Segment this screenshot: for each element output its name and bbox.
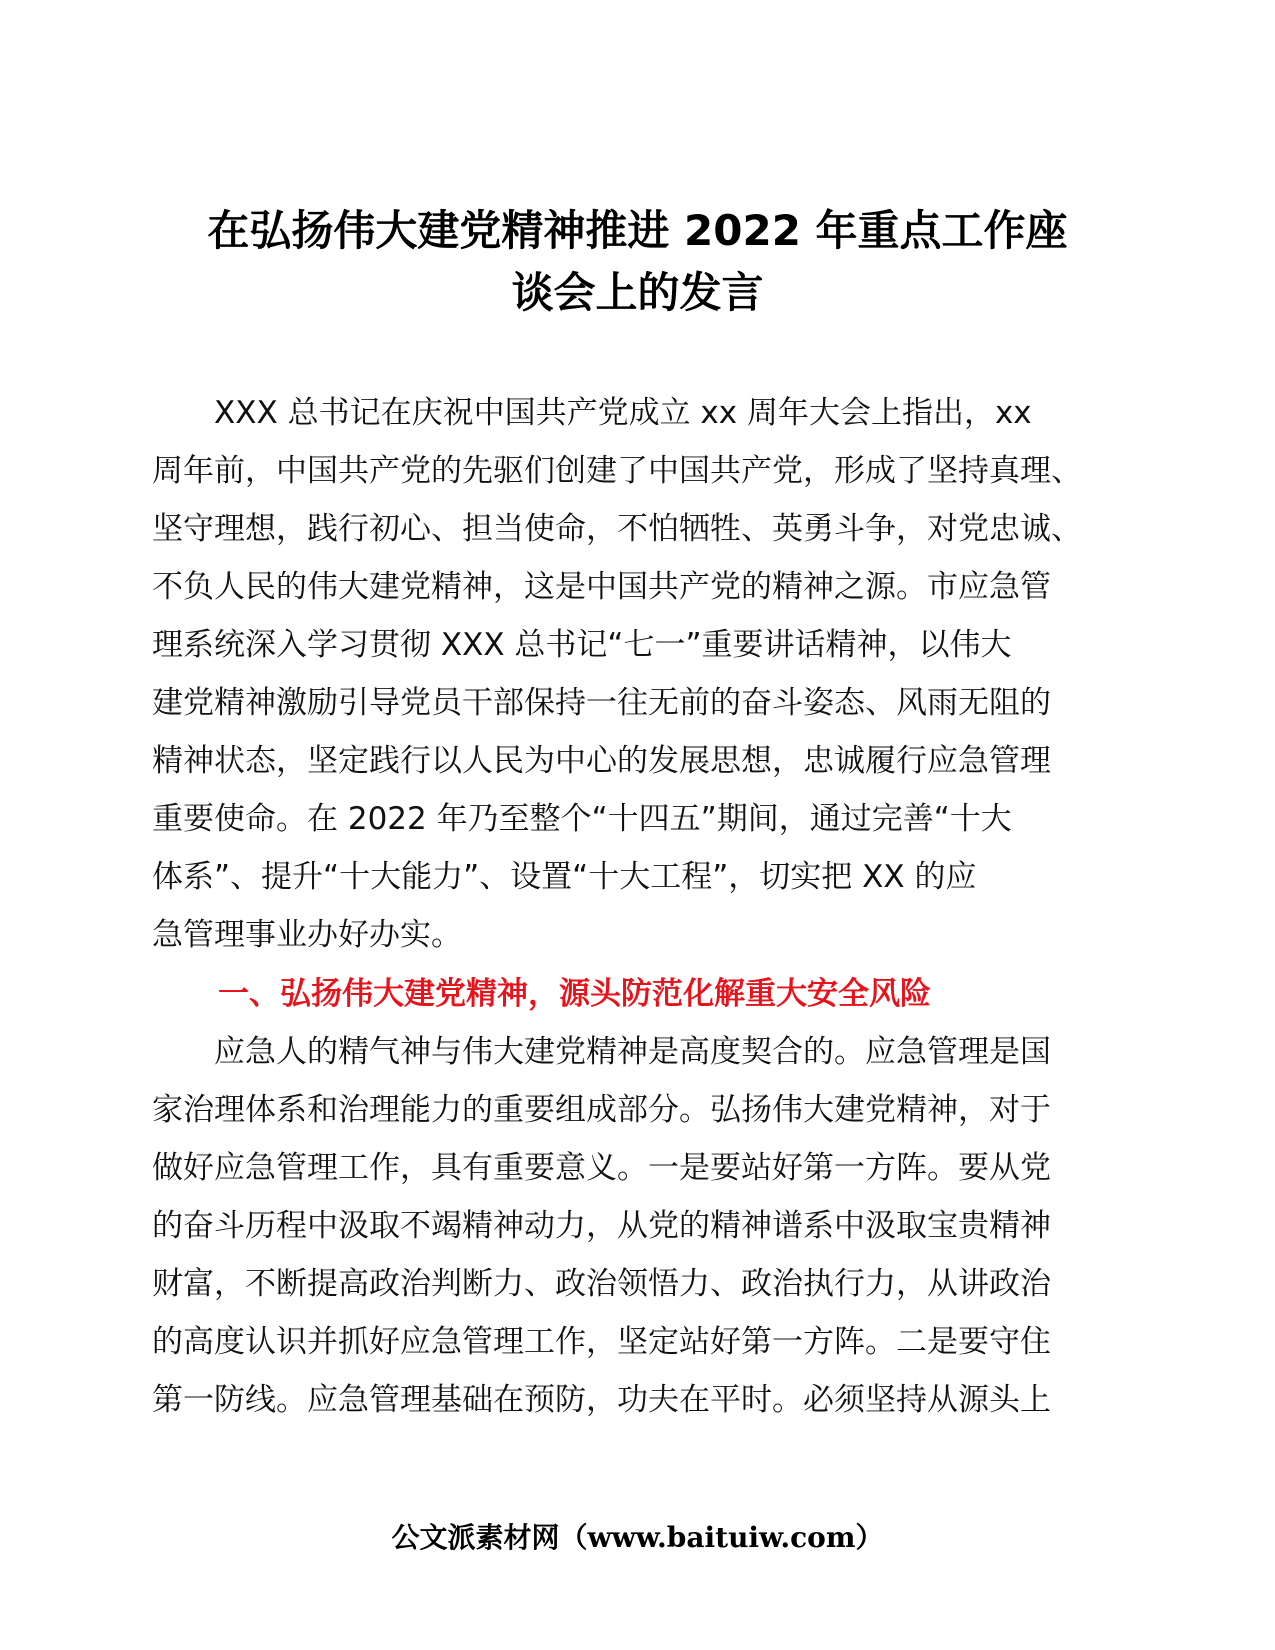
paragraph-line: 家治理体系和治理能力的重要组成部分。弘扬伟大建党精神，对于	[152, 1092, 1051, 1128]
paragraph-line: 周年前，中国共产党的先驱们创建了中国共产党，形成了坚持真理、	[152, 453, 1082, 489]
paragraph-line: 做好应急管理工作，具有重要意义。一是要站好第一方阵。要从党	[152, 1150, 1051, 1186]
intro-paragraph	[152, 384, 1127, 964]
title-line: 谈会上的发言	[511, 268, 764, 317]
paragraph-line: 理系统深入学习贯彻 XXX 总书记“七一”重要讲话精神，以伟大	[152, 627, 1012, 663]
paragraph-line: 应急人的精气神与伟大建党精神是高度契合的。应急管理是国	[152, 1034, 1051, 1070]
paragraph-line: 急管理事业办好办实。	[152, 917, 462, 953]
paragraph-line: 第一防线。应急管理基础在预防，功夫在平时。必须坚持从源头上	[152, 1382, 1051, 1418]
document-title	[150, 200, 1125, 324]
paragraph-line: 不负人民的伟大建党精神，这是中国共产党的精神之源。市应急管	[152, 569, 1051, 605]
paragraph-line: 坚守理想，践行初心、担当使命，不怕牺牲、英勇斗争，对党忠诚、	[152, 511, 1082, 547]
section-heading-1: 一、弘扬伟大建党精神，源头防范化解重大安全风险	[218, 976, 931, 1012]
paragraph-line: 体系”、提升“十大能力”、设置“十大工程”，切实把 XX 的应	[152, 859, 977, 895]
page-footer-watermark: 公文派素材网（www.baituiw.com）	[391, 1521, 884, 1554]
paragraph-line: XXX 总书记在庆祝中国共产党成立 xx 周年大会上指出，xx	[152, 395, 1032, 431]
title-line: 在弘扬伟大建党精神推进 2022 年重点工作座	[207, 206, 1068, 255]
paragraph-line: 建党精神激励引导党员干部保持一往无前的奋斗姿态、风雨无阻的	[152, 685, 1051, 721]
paragraph-line: 重要使命。在 2022 年乃至整个“十四五”期间，通过完善“十大	[152, 801, 1012, 837]
paragraph-line: 的奋斗历程中汲取不竭精神动力，从党的精神谱系中汲取宝贵精神	[152, 1208, 1051, 1244]
paragraph-line: 精神状态，坚定践行以人民为中心的发展思想，忠诚履行应急管理	[152, 743, 1051, 779]
paragraph-line: 财富，不断提高政治判断力、政治领悟力、政治执行力，从讲政治	[152, 1266, 1051, 1302]
section-1-paragraph	[152, 1023, 1127, 1429]
paragraph-line: 的高度认识并抓好应急管理工作，坚定站好第一方阵。二是要守住	[152, 1324, 1051, 1360]
